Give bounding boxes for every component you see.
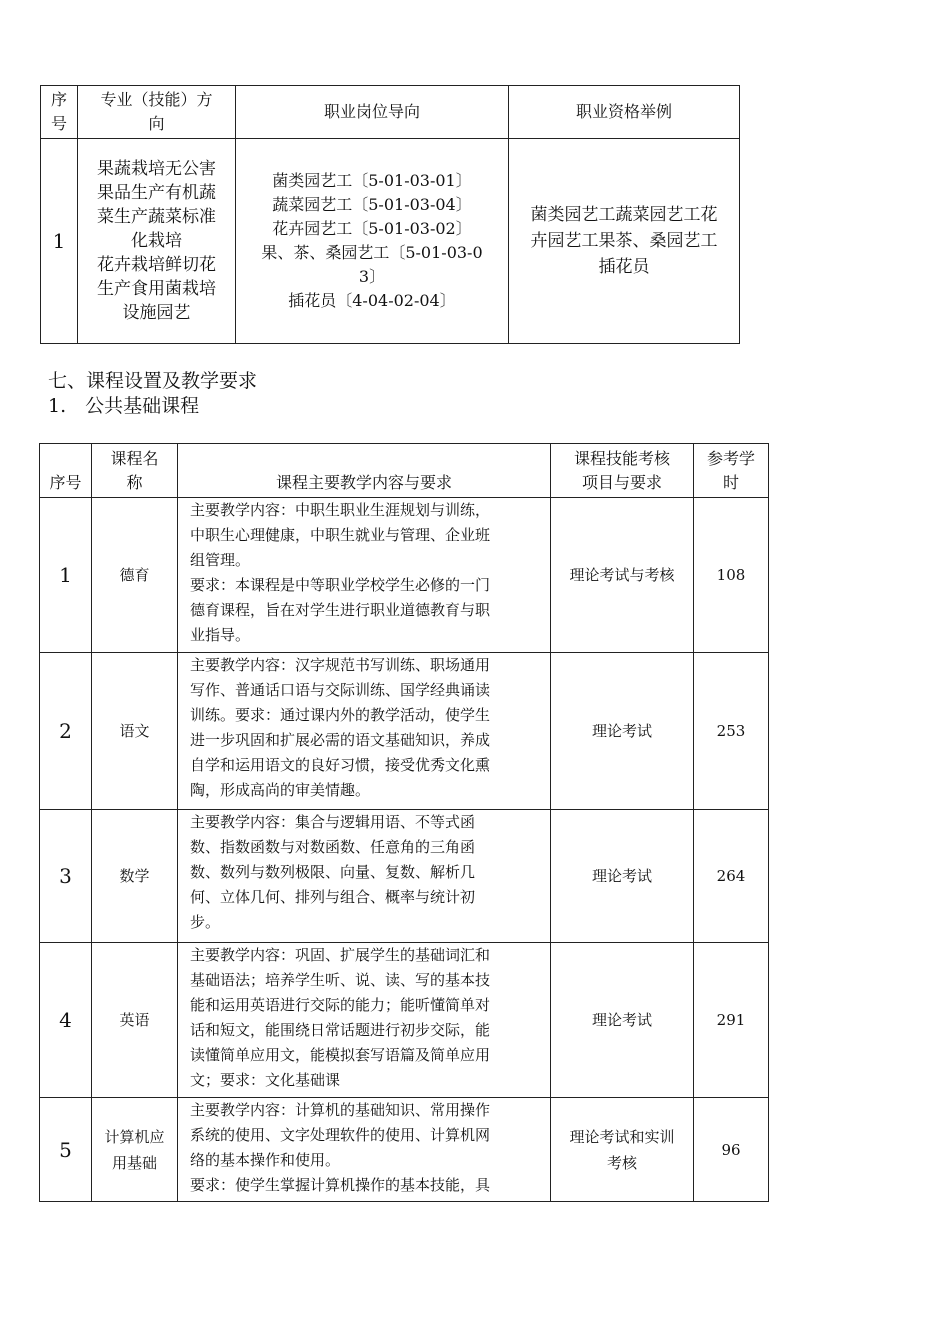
table-row: [40, 653, 769, 810]
vocation-table: [40, 85, 740, 344]
row-seq: 1: [40, 498, 92, 653]
row-name: 计算机应 用基础: [92, 1098, 178, 1202]
header-seq: 序号: [40, 444, 92, 498]
row-assess: 理论考试: [551, 653, 694, 810]
table-row: [40, 810, 769, 943]
header-posts: 职业岗位导向: [236, 86, 509, 139]
row-content: 主要教学内容：计算机的基础知识、常用操作 系统的使用、文字处理软件的使用、计算机网 络的基本操作和使用。 要求：使学生掌握计算机操作的基本技能，具: [178, 1098, 551, 1202]
header-seq: 序 号: [41, 86, 78, 139]
row-content: 主要教学内容：集合与逻辑用语、不等式函 数、指数函数与对数函数、任意角的三角函 数、数列与数列极限、向量、复数、解析几 何、立体几何、排列与组合、概率与统计初 步。: [178, 810, 551, 943]
row-assess: 理论考试: [551, 810, 694, 943]
row-name: 英语: [92, 943, 178, 1098]
row-specialty: 果蔬栽培无公害 果品生产有机蔬 菜生产蔬菜标准 化栽培 花卉栽培鲜切花 生产食用菌栽培 设施园艺: [78, 139, 236, 344]
row-assess: 理论考试: [551, 943, 694, 1098]
row-posts: 菌类园艺工〔5-01-03-01〕 蔬菜园艺工〔5-01-03-04〕 花卉园艺工〔5-01-03-02〕 果、茶、桑园艺工〔5-01-03-0 3〕 插花员〔4-04-02-04〕: [236, 139, 509, 344]
row-name: 德育: [92, 498, 178, 653]
row-content: 主要教学内容：中职生职业生涯规划与训练， 中职生心理健康，中职生就业与管理、企业班 组管理。 要求：本课程是中等职业学校学生必修的一门 德育课程，旨在对学生进行职业道德教育与职 业指导。: [178, 498, 551, 653]
row-certs: 菌类园艺工蔬菜园艺工花 卉园艺工果茶、桑园艺工 插花员: [509, 139, 740, 344]
row-hours: 108: [694, 498, 769, 653]
subsection-title: 1. 公共基础课程: [48, 395, 200, 417]
row-assess: 理论考试和实训 考核: [551, 1098, 694, 1202]
row-hours: 253: [694, 653, 769, 810]
header-content: 课程主要教学内容与要求: [178, 444, 551, 498]
row-hours: 264: [694, 810, 769, 943]
row-assess: 理论考试与考核: [551, 498, 694, 653]
row-name: 数学: [92, 810, 178, 943]
table-row: [41, 139, 740, 344]
row-hours: 291: [694, 943, 769, 1098]
header-specialty: 专业（技能）方 向: [78, 86, 236, 139]
header-hours: 参考学 时: [694, 444, 769, 498]
row-seq: 2: [40, 653, 92, 810]
course-table: [39, 443, 769, 1202]
header-assess: 课程技能考核 项目与要求: [551, 444, 694, 498]
row-seq: 3: [40, 810, 92, 943]
row-content: 主要教学内容：巩固、扩展学生的基础词汇和 基础语法；培养学生听、说、读、写的基本技 能和运用英语进行交际的能力；能听懂简单对 话和短文，能围绕日常话题进行初步交际，能 读懂简单应用文，能模拟套写语篇及简单应用 文；要求：文化基础课: [178, 943, 551, 1098]
vocation-table-header: [41, 86, 740, 139]
row-seq: 5: [40, 1098, 92, 1202]
course-table-header: [40, 444, 769, 498]
table-row: [40, 498, 769, 653]
table-row: [40, 943, 769, 1098]
header-certs: 职业资格举例: [509, 86, 740, 139]
row-name: 语文: [92, 653, 178, 810]
table-row: [40, 1098, 769, 1202]
header-name: 课程名 称: [92, 444, 178, 498]
row-seq: 4: [40, 943, 92, 1098]
row-hours: 96: [694, 1098, 769, 1202]
row-content: 主要教学内容：汉字规范书写训练、职场通用 写作、普通话口语与交际训练、国学经典诵读 训练。要求：通过课内外的教学活动，使学生 进一步巩固和扩展必需的语文基础知识，养成 自学和运用语文的良好习惯，接受优秀文化熏 陶，形成高尚的审美情趣。: [178, 653, 551, 810]
section-title: 七、课程设置及教学要求: [48, 370, 258, 392]
row-seq: 1: [41, 139, 78, 344]
